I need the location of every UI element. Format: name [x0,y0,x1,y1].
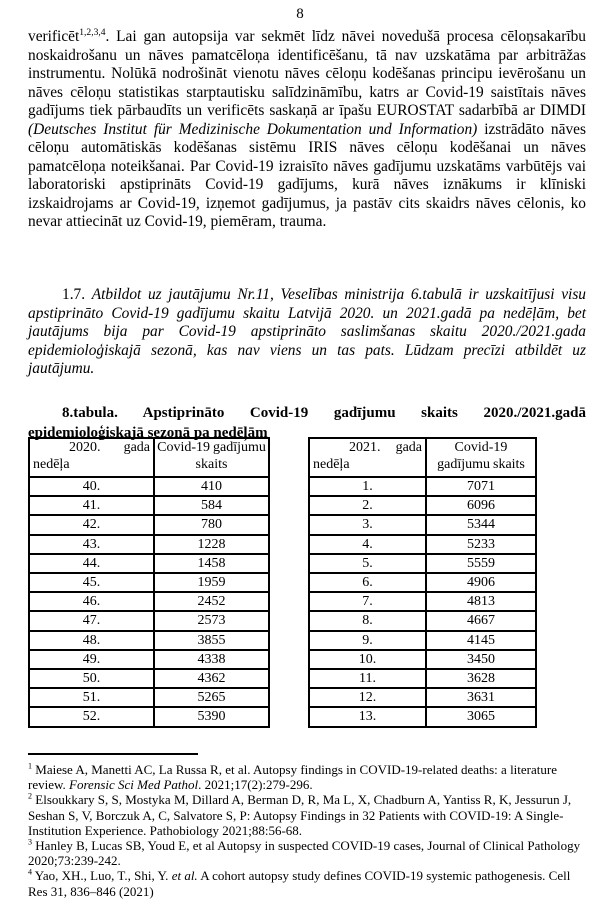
italic-run: (Deutsches Institut für Medizinische Dokumentation und Information) [28,120,478,138]
week-cell: 11. [309,669,426,688]
table-row [309,515,536,534]
week-cell: 3. [309,515,426,534]
cases-cell: 4906 [426,573,536,592]
table-row [29,554,269,573]
week-cell: 2. [309,496,426,515]
footnote-marker: 1 [28,761,33,771]
table-row [309,554,536,573]
cases-cell: 3631 [426,688,536,707]
footnote-marker: 4 [28,868,33,878]
cases-cell: 6096 [426,496,536,515]
table-row [309,611,536,630]
week-cell: 6. [309,573,426,592]
cases-cell: 5390 [154,707,269,726]
week-cell: 52. [29,707,154,726]
cases-cell: 4667 [426,611,536,630]
table-row [309,707,536,726]
table-row [29,535,269,554]
cases-cell: 584 [154,496,269,515]
week-column-header [309,438,426,477]
header-text: Covid-19 gadījumu skaits [437,440,525,472]
text-run: Maiese A, Manetti AC, La Russa R, et al. Autopsy findings in COVID-19-related deaths: a literature review. [28,762,557,793]
week-cell: 13. [309,707,426,726]
week-cell: 51. [29,688,154,707]
table-row [309,496,536,515]
table-row [29,650,269,669]
week-cell: 10. [309,650,426,669]
footnote-item [28,762,586,792]
table-row [29,496,269,515]
week-cell: 49. [29,650,154,669]
week-cell: 45. [29,573,154,592]
table-row [29,611,269,630]
footnote-item [28,868,586,898]
week-cell: 42. [29,515,154,534]
table-row [29,631,269,650]
cases-cell: 4338 [154,650,269,669]
text-run: Elsoukkary S, S, Mostyka M, Dillard A, Berman D, R, Ma L, X, Chadburn A, Yantiss R, K, Jessurun J, Seshan S, V, Borczuk A, C, Salvatore S, P: Autopsy Findings in 32 Patients with COVID-19: A Single-Institution Experience. Pathobiology 2021;88:56-68. [28,792,572,838]
cases-cell: 5344 [426,515,536,534]
paragraph-verification-text [28,28,586,232]
cases-cell: 410 [154,477,269,496]
table-2020-weeks [28,437,270,728]
cases-cell: 4813 [426,592,536,611]
table-row [309,535,536,554]
header-text: Covid-19 gadījumu skaits [157,440,266,472]
tables-row [28,437,537,728]
cases-cell: 5265 [154,688,269,707]
cases-cell: 3065 [426,707,536,726]
week-cell: 5. [309,554,426,573]
table-row [309,688,536,707]
superscript-ref: 1,2,3,4 [79,26,106,38]
table-row [29,707,269,726]
week-cell: 47. [29,611,154,630]
text-run: 1.7. [62,286,92,303]
week-cell: 1. [309,477,426,496]
cases-column-header [154,438,269,477]
week-cell: 43. [29,535,154,554]
footnote-item [28,792,586,838]
table-row [309,592,536,611]
footnote-marker: 3 [28,837,33,847]
cases-cell: 3450 [426,650,536,669]
table-row [309,631,536,650]
week-cell: 48. [29,631,154,650]
footnote-item [28,838,586,868]
italic-run: et al. [171,868,198,884]
week-cell: 44. [29,554,154,573]
footnote-marker: 2 [28,792,33,802]
cases-cell: 3628 [426,669,536,688]
cases-cell: 3855 [154,631,269,650]
week-cell: 12. [309,688,426,707]
table-row [29,477,269,496]
text-run: izstrādāto nāves cēloņu automātiskās kodēšanas sistēmu IRIS nāves cēloņu kodēšanai un nāves pamatcēloņa noteikšanai. Par Covid-19 izraisīto nāves gadījumu uzskatāms varbūtējs vai laboratoriski apstiprināts Covid-19 gadījums, kurā nāves iznākums ir klīniski izskaidrojams ar Covid-19, izņemot gadījumus, ja pastāv cits skaidrs nāves cēlonis, ko nevar attiecināt uz Covid-19, piemēram, trauma. [28,120,586,230]
table-row [309,650,536,669]
table-row [29,515,269,534]
cases-cell: 1458 [154,554,269,573]
header-row [29,438,269,477]
table-2021-weeks [308,437,537,728]
cases-cell: 5233 [426,535,536,554]
text-run: Hanley B, Lucas SB, Youd E, et al Autopsy in suspected COVID-19 cases, Journal of Clinical Pathology 2020;73:239-242. [28,838,581,869]
table-row [29,592,269,611]
week-cell: 4. [309,535,426,554]
week-cell: 50. [29,669,154,688]
week-column-header [29,438,154,477]
header-row [309,438,536,477]
cases-column-header [426,438,536,477]
footnotes-block [28,762,586,899]
text-run: verificēt [28,28,80,45]
week-cell: 40. [29,477,154,496]
cases-cell: 2573 [154,611,269,630]
cases-cell: 1228 [154,535,269,554]
table-row [309,573,536,592]
week-cell: 8. [309,611,426,630]
week-cell: 7. [309,592,426,611]
table-caption: 8.tabula. Apstiprināto Covid-19 gadījumu skaits 2020./2021.gadā epidemioloģiskajā sezonā pa nedēļām [28,405,586,441]
text-run: Yao, XH., Luo, T., Shi, Y. [32,868,172,884]
header-text: 2021. gada nedēļa [313,440,422,472]
cases-cell: 5559 [426,554,536,573]
table-row [309,669,536,688]
cases-cell: 780 [154,515,269,534]
paragraph-1-7 [28,286,586,379]
header-text: 2020. gada nedēļa [33,440,150,472]
italic-run: Forensic Sci Med Pathol [69,777,199,793]
cases-cell: 2452 [154,592,269,611]
week-cell: 9. [309,631,426,650]
footnote-separator [28,753,198,755]
cases-cell: 4145 [426,631,536,650]
table-row [29,573,269,592]
text-run: A cohort autopsy study defines COVID-19 systemic pathogenesis. Cell Res 31, 836–846 (2021) [28,868,571,899]
italic-run: Atbildot uz jautājumu Nr.11, Veselības ministrija 6.tabulā ir uzskaitījusi visu apstiprināto Covid-19 gadījumu skaitu Latvijā 2020. un 2021.gadā pa nedēļām, bet jautājums bija par Covid-19 apstiprināto saslimšanas skaitu 2020./2021.gada epidemioloģiskajā sezonā, kas nav viens un tas pats. Lūdzam precīzi atbildēt uz jautājumu. [28,286,587,378]
cases-cell: 1959 [154,573,269,592]
table-row [29,688,269,707]
text-run: . 2021;17(2):279-296. [198,777,313,793]
table-row [29,669,269,688]
cases-cell: 7071 [426,477,536,496]
page-number: 8 [296,6,304,22]
week-cell: 41. [29,496,154,515]
table-row [309,477,536,496]
text-run: . Lai gan autopsija var sekmēt līdz nāvei novedušā procesa cēloņsakarību noskaidrošanu un nāves pamatcēloņa identificēšanu, tā nav uzskatāma par arbitrāžas instrumentu. Nolūkā nodrošināt vienotu nāves cēloņu kodēšanas principu ievērošanu un nāves cēloņu statistikas starptautisku salīdzināmību, katrs ar Covid-19 saistītais nāves gadījums tiek pārbaudīts un verificēts saskaņā ar īpašu EUROSTAT sadarbībā ar DIMDI [28,28,586,119]
week-cell: 46. [29,592,154,611]
cases-cell: 4362 [154,669,269,688]
